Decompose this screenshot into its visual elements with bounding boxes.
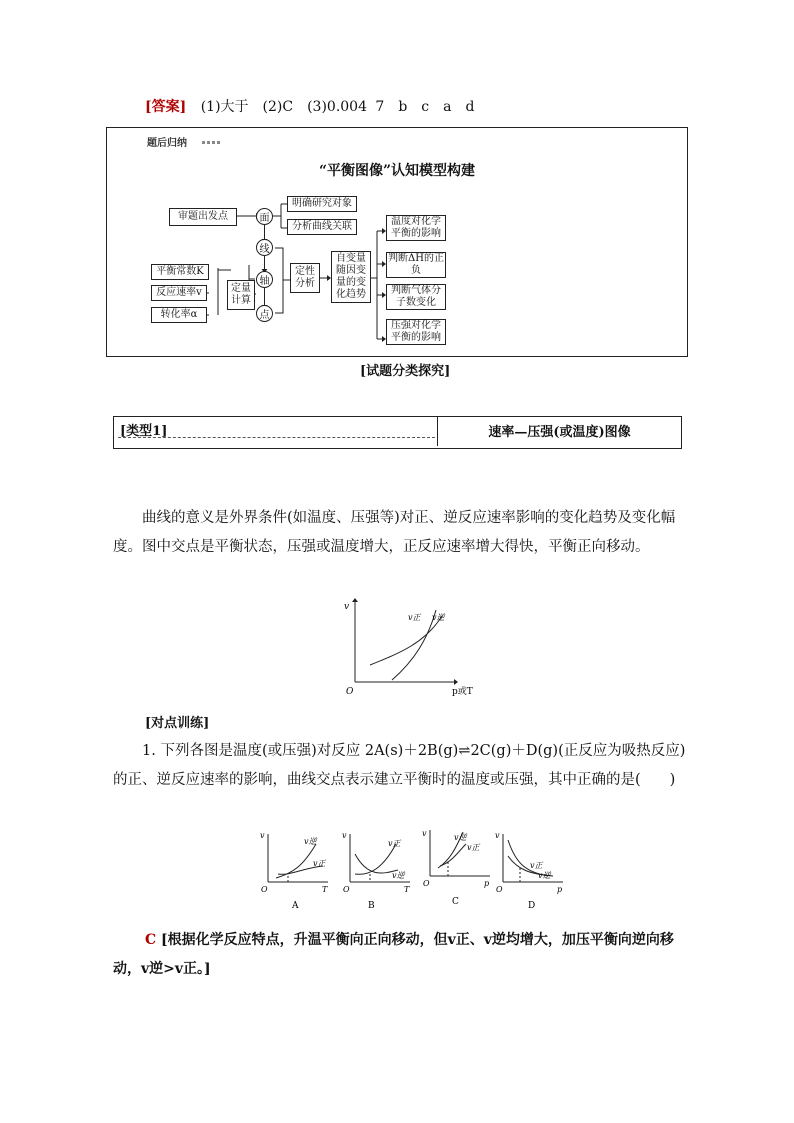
node-qual: 定性分析: [290, 263, 320, 293]
node-object: 明确研究对象: [287, 196, 357, 212]
option-graphs-svg: [258, 828, 578, 914]
type-box-left: [114, 417, 437, 446]
node-trend: 自变量随因变量的变化趋势: [331, 251, 371, 303]
option-graphs: [258, 828, 578, 914]
option-d-y-label: v: [495, 831, 500, 840]
node-alpha: 转化率α: [151, 307, 207, 323]
type-title: 速率—压强(或温度)图像: [488, 425, 631, 440]
main-graph-y-label: v: [344, 602, 350, 612]
option-d-x-label: p: [557, 885, 563, 894]
option-c-x-label: p: [484, 879, 490, 888]
section-heading: [试题分类探究]: [360, 364, 451, 379]
option-b-origin: O: [343, 885, 350, 894]
answer-line: [145, 96, 474, 116]
option-d-letter: D: [528, 901, 536, 911]
option-c-letter: C: [452, 897, 459, 907]
option-a-y-label: v: [260, 831, 265, 840]
solution-letter: C: [145, 932, 157, 948]
node-press: 压强对化学平衡的影响: [386, 319, 446, 345]
option-b-y-label: v: [342, 831, 347, 840]
node-k: 平衡常数K: [151, 264, 209, 280]
node-point: 点: [256, 305, 273, 322]
main-graph-x-arrow: [454, 679, 458, 685]
type-dash-line: [118, 437, 435, 438]
solution-text: [根据化学反应特点，升温平衡向正向移动，但v正、v逆均增大，加压平衡向逆向移动，v逆>v正。]: [113, 932, 674, 977]
option-c-origin: O: [423, 879, 430, 888]
main-graph-x-label: p或T: [452, 687, 473, 697]
option-a-x-label: T: [322, 885, 328, 894]
intro-paragraph: 曲线的意义是外界条件(如温度、压强等)对正、逆反应速率影响的变化趋势及变化幅度。图中交点是平衡状态，压强或温度增大，正反应速率增大得快，平衡正向移动。: [113, 510, 676, 555]
summary-box: [106, 127, 688, 357]
node-face: 面: [256, 208, 273, 225]
solution: [113, 926, 688, 984]
summary-title: “平衡图像”认知模型构建: [318, 163, 476, 179]
option-b-top-label: v正: [388, 839, 401, 848]
option-c-bottom-label: v正: [467, 843, 480, 852]
option-c-top-label: v逆: [454, 833, 467, 842]
type-label: [类型1]: [120, 424, 168, 439]
drill-heading: [对点训练]: [145, 716, 210, 731]
main-graph-y-arrow: [352, 598, 358, 602]
option-a-origin: O: [261, 885, 268, 894]
node-quant: 定量计算: [227, 280, 255, 310]
option-d-origin: O: [496, 885, 503, 894]
main-graph: [340, 598, 490, 698]
option-a-top-label: v逆: [304, 837, 317, 846]
node-dh: 判断ΔH的正负: [386, 252, 446, 278]
node-axis: 轴: [256, 271, 273, 288]
option-b-letter: B: [368, 901, 375, 911]
main-graph-origin: O: [346, 687, 354, 697]
answer-body: (1)大于 (2)C (3)0.004 7 b c a d: [200, 99, 475, 115]
option-b-x-label: T: [404, 885, 410, 894]
node-v: 反应速率v: [151, 285, 207, 301]
node-relate: 分析曲线关联: [287, 219, 357, 235]
option-c-y-label: v: [422, 829, 427, 838]
option-a-bottom-label: v正: [313, 859, 326, 868]
option-b-bottom-label: v逆: [392, 871, 405, 880]
node-line: 线: [256, 239, 273, 256]
option-a-letter: A: [292, 901, 299, 911]
type-box: [113, 416, 682, 449]
summary-label: 题后归纳: [147, 138, 187, 149]
node-temp: 温度对化学平衡的影响: [386, 215, 446, 241]
main-graph-reverse-label: v逆: [432, 613, 445, 622]
question-text: 1. 下列各图是温度(或压强)对反应 2A(s)＋2B(g)⇌2C(g)＋D(g)(正反应为吸热反应)的正、逆反应速率的影响，曲线交点表示建立平衡时的温度或压强，其中正确的是( ): [113, 743, 686, 788]
node-start: 审题出发点: [169, 208, 237, 226]
answer-tag: [答案]: [145, 99, 187, 115]
node-gas: 判断气体分子数变化: [386, 284, 446, 310]
option-d-bottom-label: v逆: [538, 871, 551, 880]
main-graph-forward-label: v正: [408, 613, 421, 622]
option-d-top-label: v正: [530, 861, 543, 870]
